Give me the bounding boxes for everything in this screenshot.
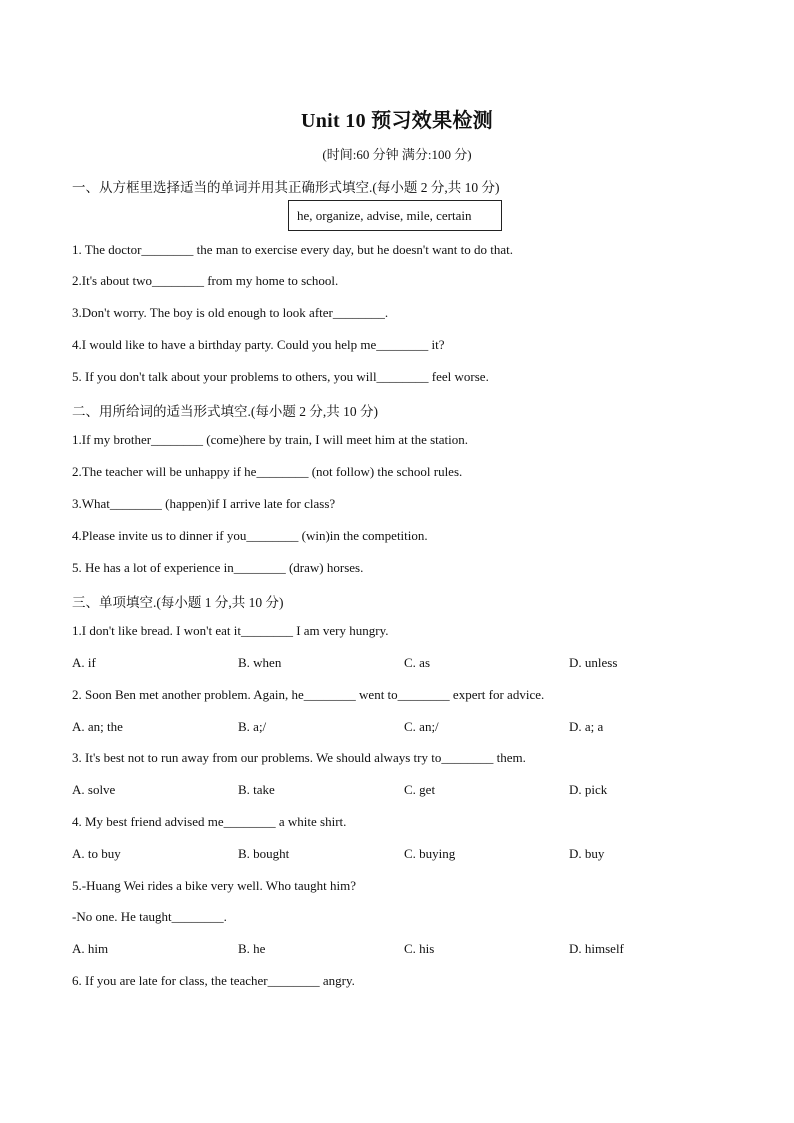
s2-question-5: 5. He has a lot of experience in________ (draw) horses. xyxy=(72,560,364,575)
s3-q3-option-c: C. get xyxy=(404,782,436,797)
s3-q3-option-d: D. pick xyxy=(569,782,608,797)
s3-q4-option-b: B. bought xyxy=(238,846,290,861)
s3-q5-option-a: A. him xyxy=(72,941,109,956)
s3-question-1: 1.I don't like bread. I won't eat it________ I am very hungry. xyxy=(72,623,389,638)
s2-question-4: 4.Please invite us to dinner if you________ (win)in the competition. xyxy=(72,528,428,543)
s3-q1-option-d: D. unless xyxy=(569,655,618,670)
word-box: he, organize, advise, mile, certain xyxy=(288,200,502,231)
s3-q2-option-c: C. an;/ xyxy=(404,719,439,734)
s1-question-2: 2.It's about two________ from my home to school. xyxy=(72,273,339,288)
s3-q4-option-c: C. buying xyxy=(404,846,456,861)
s3-question-4: 4. My best friend advised me________ a white shirt. xyxy=(72,814,347,829)
s1-question-5: 5. If you don't talk about your problems to others, you will________ feel worse. xyxy=(72,369,489,384)
s1-question-4: 4.I would like to have a birthday party. Could you help me________ it? xyxy=(72,337,445,352)
s3-q1-option-a: A. if xyxy=(72,655,96,670)
s3-q5-option-b: B. he xyxy=(238,941,266,956)
s3-q5-option-d: D. himself xyxy=(569,941,624,956)
s3-question-5: 5.-Huang Wei rides a bike very well. Who taught him? xyxy=(72,878,357,893)
s3-q1-option-b: B. when xyxy=(238,655,282,670)
s3-q2-option-b: B. a;/ xyxy=(238,719,267,734)
s2-question-3: 3.What________ (happen)if I arrive late for class? xyxy=(72,496,336,511)
s1-question-3: 3.Don't worry. The boy is old enough to look after________. xyxy=(72,305,389,320)
s3-q1-option-c: C. as xyxy=(404,655,430,670)
s3-question-6: 6. If you are late for class, the teacher________ angry. xyxy=(72,973,355,988)
s3-q4-option-d: D. buy xyxy=(569,846,605,861)
section-2-heading: 二、用所给词的适当形式填空.(每小题 2 分,共 10 分) xyxy=(72,404,378,419)
s3-question-3: 3. It's best not to run away from our problems. We should always try to________ them. xyxy=(72,750,526,765)
s3-question-5-reply: -No one. He taught________. xyxy=(72,909,227,924)
page-title: Unit 10 预习效果检测 xyxy=(301,110,493,132)
s3-question-2: 2. Soon Ben met another problem. Again, he________ went to________ expert for advice. xyxy=(72,687,545,702)
s3-q2-option-d: D. a; a xyxy=(569,719,604,734)
s3-q3-option-a: A. solve xyxy=(72,782,116,797)
s3-q3-option-b: B. take xyxy=(238,782,275,797)
page-subtitle: (时间:60 分钟 满分:100 分) xyxy=(322,147,472,162)
s2-question-1: 1.If my brother________ (come)here by train, I will meet him at the station. xyxy=(72,432,469,447)
s3-q4-option-a: A. to buy xyxy=(72,846,121,861)
section-1-heading: 一、从方框里选择适当的单词并用其正确形式填空.(每小题 2 分,共 10 分) xyxy=(72,180,500,195)
section-3-heading: 三、单项填空.(每小题 1 分,共 10 分) xyxy=(72,595,284,610)
s3-q2-option-a: A. an; the xyxy=(72,719,123,734)
s3-q5-option-c: C. his xyxy=(404,941,435,956)
s2-question-2: 2.The teacher will be unhappy if he________ (not follow) the school rules. xyxy=(72,464,463,479)
s1-question-1: 1. The doctor________ the man to exercise every day, but he doesn't want to do that. xyxy=(72,242,513,257)
